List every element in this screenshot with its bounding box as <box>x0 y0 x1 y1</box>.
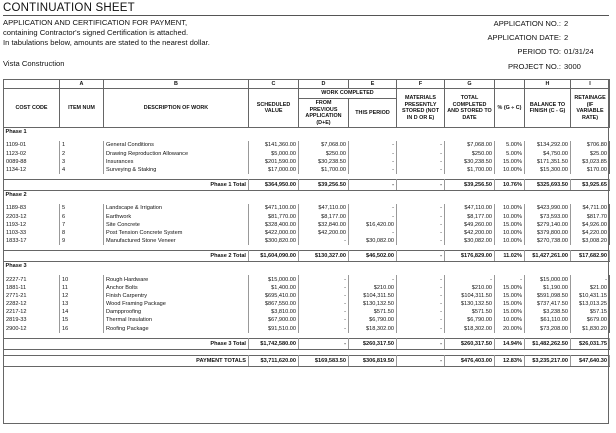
mat-value: - <box>397 221 445 229</box>
total-grand-total: $476,403.00 <box>445 355 495 366</box>
total-value: $30,082.00 <box>445 237 495 245</box>
this-value: $18,302.00 <box>349 325 397 333</box>
ret-value: $21.00 <box>571 284 610 292</box>
ret-value: $10,431.15 <box>571 292 610 300</box>
this-value: $210.00 <box>349 284 397 292</box>
prev-total: $130,327.00 <box>299 251 349 262</box>
description: Rough Hardware <box>104 275 249 283</box>
item-num: 16 <box>60 325 104 333</box>
prev-value: $47,110.00 <box>299 204 349 212</box>
col-letter: F <box>397 80 445 89</box>
this-value: $571.50 <box>349 308 397 316</box>
total-value: $571.50 <box>445 308 495 316</box>
project-label: PROJECT NO.: <box>507 61 561 71</box>
bal-total: $325,693.50 <box>525 180 571 191</box>
pct-value: 10.00% <box>495 316 525 324</box>
description: Earthwork <box>104 213 249 221</box>
table-row <box>4 308 610 316</box>
col-letter: B <box>104 80 249 89</box>
total-value: $130,132.50 <box>445 300 495 308</box>
mat-grand-total: - <box>397 355 445 366</box>
ret-value: $13,013.25 <box>571 300 610 308</box>
this-value: $130,132.50 <box>349 300 397 308</box>
header-notes <box>3 18 210 48</box>
mat-value: - <box>397 308 445 316</box>
header-work-completed: WORK COMPLETED <box>299 89 397 99</box>
cost-code: 1134-12 <box>4 166 60 174</box>
item-num: 6 <box>60 213 104 221</box>
cost-code: 1103-33 <box>4 229 60 237</box>
prev-total: $39,256.50 <box>299 180 349 191</box>
prev-value: - <box>299 275 349 283</box>
pct-total: 11.02% <box>495 251 525 262</box>
sched-value: $201,590.00 <box>249 158 299 166</box>
pct-value: 20.00% <box>495 325 525 333</box>
header-pct: % (G ÷ C) <box>495 89 525 128</box>
prev-value: $32,840.00 <box>299 221 349 229</box>
sched-value: $3,810.00 <box>249 308 299 316</box>
pct-value: 10.00% <box>495 229 525 237</box>
phase-name: Phase 1 <box>4 128 610 137</box>
this-value: $30,082.00 <box>349 237 397 245</box>
pct-value: 10.00% <box>495 213 525 221</box>
col-letter: H <box>525 80 571 89</box>
column-header-row <box>4 89 610 99</box>
table-row <box>4 292 610 300</box>
header-item-num: ITEM NUM <box>60 89 104 128</box>
bal-value: $4,750.00 <box>525 150 571 158</box>
mat-value: - <box>397 166 445 174</box>
prev-value: $8,177.00 <box>299 213 349 221</box>
bal-value: $73,208.00 <box>525 325 571 333</box>
phase-total-label: Phase 3 Total <box>4 338 249 349</box>
bal-value: $134,292.00 <box>525 141 571 149</box>
this-value: - <box>349 213 397 221</box>
description: Manufactured Stone Veneer <box>104 237 249 245</box>
period-value: 01/31/24 <box>564 47 594 57</box>
pct-total: 14.94% <box>495 338 525 349</box>
vendor-name: Vista Construction <box>3 59 65 68</box>
cost-code: 2217-12 <box>4 308 60 316</box>
continuation-table <box>3 79 610 367</box>
phase-total-row <box>4 180 610 191</box>
bal-value: $171,351.50 <box>525 158 571 166</box>
header-this-period: THIS PERIOD <box>349 99 397 128</box>
phase-header-row <box>4 191 610 200</box>
prev-grand-total: $169,583.50 <box>299 355 349 366</box>
ret-value: $1,830.20 <box>571 325 610 333</box>
mat-value: - <box>397 325 445 333</box>
sched-value: $67,900.00 <box>249 316 299 324</box>
payment-totals-row <box>4 355 610 366</box>
cost-code: 1193-12 <box>4 221 60 229</box>
bal-value: $737,417.50 <box>525 300 571 308</box>
header-from-previous: FROM PREVIOUS APPLICATION (D+E) <box>299 99 349 128</box>
sched-grand-total: $3,711,620.00 <box>249 355 299 366</box>
total-value: $250.00 <box>445 150 495 158</box>
table-row <box>4 237 610 245</box>
cost-code: 2282-12 <box>4 300 60 308</box>
cost-code: 2819-33 <box>4 316 60 324</box>
header-cost-code: COST CODE <box>4 89 60 128</box>
ret-grand-total: $47,640.30 <box>571 355 610 366</box>
prev-value: $1,700.00 <box>299 166 349 174</box>
table-row <box>4 221 610 229</box>
bal-value: $15,300.00 <box>525 166 571 174</box>
total-value: $47,110.00 <box>445 204 495 212</box>
description: Insurances <box>104 158 249 166</box>
bal-total: $1,427,261.00 <box>525 251 571 262</box>
prev-value: $250.00 <box>299 150 349 158</box>
table-row <box>4 150 610 158</box>
column-letters-row <box>4 80 610 89</box>
table-row <box>4 166 610 174</box>
header-materials: MATERIALS PRESENTLY STORED (NOT IN D OR E) <box>397 89 445 128</box>
description: Roofing Package <box>104 325 249 333</box>
sched-value: $81,770.00 <box>249 213 299 221</box>
item-num: 7 <box>60 221 104 229</box>
cost-code: 1833-17 <box>4 237 60 245</box>
description: Wood Framing Package <box>104 300 249 308</box>
app-date-label: APPLICATION DATE: <box>487 33 561 43</box>
prev-value: - <box>299 237 349 245</box>
total-value: - <box>445 275 495 283</box>
ret-value: $25.00 <box>571 150 610 158</box>
ret-value: - <box>571 275 610 283</box>
sched-value: $15,000.00 <box>249 275 299 283</box>
this-total: $260,317.50 <box>349 338 397 349</box>
col-letter: E <box>349 80 397 89</box>
bal-total: $1,482,262.50 <box>525 338 571 349</box>
cost-code: 0089-88 <box>4 158 60 166</box>
col-letter: C <box>249 80 299 89</box>
item-num: 2 <box>60 150 104 158</box>
mat-total: - <box>397 251 445 262</box>
prev-value: - <box>299 284 349 292</box>
total-total: $39,256.50 <box>445 180 495 191</box>
mat-value: - <box>397 316 445 324</box>
col-letter: A <box>60 80 104 89</box>
pct-value: 15.00% <box>495 308 525 316</box>
sched-value: $867,550.00 <box>249 300 299 308</box>
item-num: 5 <box>60 204 104 212</box>
cost-code: 2203-12 <box>4 213 60 221</box>
mat-value: - <box>397 158 445 166</box>
pct-value: 15.00% <box>495 284 525 292</box>
sched-value: $471,100.00 <box>249 204 299 212</box>
table-row <box>4 316 610 324</box>
table-row <box>4 213 610 221</box>
item-num: 15 <box>60 316 104 324</box>
this-total: - <box>349 180 397 191</box>
phase-name: Phase 3 <box>4 262 610 271</box>
prev-value: - <box>299 308 349 316</box>
sched-total: $1,604,090.00 <box>249 251 299 262</box>
header-total: TOTAL COMPLETED AND STORED TO DATE <box>445 89 495 128</box>
col-letter: I <box>571 80 610 89</box>
mat-value: - <box>397 300 445 308</box>
bal-value: $61,110.00 <box>525 316 571 324</box>
total-value: $104,311.50 <box>445 292 495 300</box>
page-title: CONTINUATION SHEET <box>3 2 609 16</box>
description: Finish Carpentry <box>104 292 249 300</box>
description: Thermal Insulation <box>104 316 249 324</box>
this-value: - <box>349 158 397 166</box>
app-no-label: APPLICATION NO.: <box>493 19 561 28</box>
item-num: 13 <box>60 300 104 308</box>
mat-total: - <box>397 180 445 191</box>
cost-code: 1881-11 <box>4 284 60 292</box>
item-num: 3 <box>60 158 104 166</box>
phase-total-row <box>4 338 610 349</box>
mat-value: - <box>397 237 445 245</box>
ret-total: $26,031.75 <box>571 338 610 349</box>
this-value: - <box>349 166 397 174</box>
total-value: $1,700.00 <box>445 166 495 174</box>
sched-value: $328,400.00 <box>249 221 299 229</box>
this-value: $16,420.00 <box>349 221 397 229</box>
mat-value: - <box>397 292 445 300</box>
header-line-3: In tabulations below, amounts are stated to the nearest dollar. <box>3 38 210 47</box>
item-num: 4 <box>60 166 104 174</box>
total-value: $30,238.50 <box>445 158 495 166</box>
cost-code: 2900-12 <box>4 325 60 333</box>
this-value: - <box>349 204 397 212</box>
phase-total-label: Phase 1 Total <box>4 180 249 191</box>
ret-total: $17,682.90 <box>571 251 610 262</box>
ret-value: $4,711.00 <box>571 204 610 212</box>
ret-value: $57.15 <box>571 308 610 316</box>
cost-code: 2771-21 <box>4 292 60 300</box>
header-line-2: containing Contractor's signed Certification is attached. <box>3 28 189 37</box>
prev-value: $42,200.00 <box>299 229 349 237</box>
total-total: $260,317.50 <box>445 338 495 349</box>
total-value: $42,200.00 <box>445 229 495 237</box>
sched-total: $364,950.00 <box>249 180 299 191</box>
cost-code: 1189-83 <box>4 204 60 212</box>
sched-value: $1,400.00 <box>249 284 299 292</box>
pct-total: 10.76% <box>495 180 525 191</box>
header-description: DESCRIPTION OF WORK <box>104 89 249 128</box>
bal-value: $1,190.00 <box>525 284 571 292</box>
pct-value: 15.00% <box>495 300 525 308</box>
table-row <box>4 229 610 237</box>
period-label: PERIOD TO: <box>517 47 561 57</box>
this-value: - <box>349 150 397 158</box>
mat-value: - <box>397 141 445 149</box>
ret-total: $3,925.65 <box>571 180 610 191</box>
prev-value: - <box>299 316 349 324</box>
bal-value: $279,140.00 <box>525 221 571 229</box>
table-row <box>4 158 610 166</box>
col-letter: G <box>445 80 495 89</box>
payment-totals-label: PAYMENT TOTALS <box>4 355 249 366</box>
pct-value: 15.00% <box>495 158 525 166</box>
prev-value: $30,238.50 <box>299 158 349 166</box>
mat-total: - <box>397 338 445 349</box>
ret-value: $817.70 <box>571 213 610 221</box>
sched-value: $5,000.00 <box>249 150 299 158</box>
prev-value: - <box>299 292 349 300</box>
ret-value: $4,926.00 <box>571 221 610 229</box>
pct-value: 10.00% <box>495 237 525 245</box>
total-value: $7,068.00 <box>445 141 495 149</box>
header-retainage: RETAINAGE (IF VARIABLE RATE) <box>571 89 610 128</box>
col-letter <box>4 80 60 89</box>
description: Drawing Reproduction Allowance <box>104 150 249 158</box>
table-row <box>4 284 610 292</box>
item-num: 10 <box>60 275 104 283</box>
item-num: 14 <box>60 308 104 316</box>
pct-value: 15.00% <box>495 292 525 300</box>
item-num: 8 <box>60 229 104 237</box>
total-value: $6,790.00 <box>445 316 495 324</box>
table-row <box>4 300 610 308</box>
pct-value: 10.00% <box>495 204 525 212</box>
mat-value: - <box>397 284 445 292</box>
col-letter <box>495 80 525 89</box>
header-balance: BALANCE TO FINISH (C - G) <box>525 89 571 128</box>
bal-value: $270,738.00 <box>525 237 571 245</box>
prev-value: - <box>299 300 349 308</box>
this-value: - <box>349 141 397 149</box>
table-row <box>4 275 610 283</box>
table-row <box>4 325 610 333</box>
total-value: $8,177.00 <box>445 213 495 221</box>
item-num: 11 <box>60 284 104 292</box>
phase-header-row <box>4 128 610 137</box>
prev-value: $7,068.00 <box>299 141 349 149</box>
app-no-value: 2 <box>564 19 569 28</box>
table-row <box>4 204 610 212</box>
bal-value: $423,990.00 <box>525 204 571 212</box>
sched-value: $300,820.00 <box>249 237 299 245</box>
this-total: $46,502.00 <box>349 251 397 262</box>
description: Anchor Bolts <box>104 284 249 292</box>
pct-value: 15.00% <box>495 221 525 229</box>
description: Landscape & Irrigation <box>104 204 249 212</box>
mat-value: - <box>397 150 445 158</box>
mat-value: - <box>397 275 445 283</box>
header-line-1: APPLICATION AND CERTIFICATION FOR PAYMENT, <box>3 18 188 27</box>
phase-total-label: Phase 2 Total <box>4 251 249 262</box>
this-grand-total: $306,819.50 <box>349 355 397 366</box>
cost-code: 1123-02 <box>4 150 60 158</box>
sched-total: $1,742,580.00 <box>249 338 299 349</box>
pct-value: 10.00% <box>495 166 525 174</box>
bal-value: $73,593.00 <box>525 213 571 221</box>
cost-code: 1109-01 <box>4 141 60 149</box>
col-letter: D <box>299 80 349 89</box>
pct-value: - <box>495 275 525 283</box>
app-date-value: 2 <box>564 33 569 43</box>
total-value: $49,260.00 <box>445 221 495 229</box>
total-value: $18,302.00 <box>445 325 495 333</box>
mat-value: - <box>397 229 445 237</box>
table-body <box>4 128 610 367</box>
this-value: $6,790.00 <box>349 316 397 324</box>
table-row <box>4 141 610 149</box>
this-value: $104,311.50 <box>349 292 397 300</box>
pct-value: 5.00% <box>495 150 525 158</box>
sched-value: $422,000.00 <box>249 229 299 237</box>
prev-value: - <box>299 325 349 333</box>
total-value: $210.00 <box>445 284 495 292</box>
bal-value: $3,238.50 <box>525 308 571 316</box>
ret-value: $679.00 <box>571 316 610 324</box>
description: Post Tension Concrete System <box>104 229 249 237</box>
pct-grand-total: 12.83% <box>495 355 525 366</box>
bal-value: $15,000.00 <box>525 275 571 283</box>
header-scheduled: SCHEDULED VALUE <box>249 89 299 128</box>
sched-value: $695,410.00 <box>249 292 299 300</box>
total-total: $176,829.00 <box>445 251 495 262</box>
ret-value: $3,023.85 <box>571 158 610 166</box>
mat-value: - <box>397 204 445 212</box>
description: Dampproofing <box>104 308 249 316</box>
project-value: 3000 <box>564 61 581 71</box>
description: General Conditions <box>104 141 249 149</box>
application-info <box>487 17 602 74</box>
this-value: - <box>349 229 397 237</box>
phase-header-row <box>4 262 610 271</box>
ret-value: $3,008.20 <box>571 237 610 245</box>
item-num: 1 <box>60 141 104 149</box>
bal-value: $379,800.00 <box>525 229 571 237</box>
cost-code: 2227-71 <box>4 275 60 283</box>
description: Surveying & Staking <box>104 166 249 174</box>
this-value: - <box>349 275 397 283</box>
phase-total-row <box>4 251 610 262</box>
prev-total: - <box>299 338 349 349</box>
ret-value: $706.80 <box>571 141 610 149</box>
mat-value: - <box>397 213 445 221</box>
sched-value: $141,360.00 <box>249 141 299 149</box>
bal-value: $591,098.50 <box>525 292 571 300</box>
phase-name: Phase 2 <box>4 191 610 200</box>
bal-grand-total: $3,235,217.00 <box>525 355 571 366</box>
ret-value: $170.00 <box>571 166 610 174</box>
item-num: 9 <box>60 237 104 245</box>
sched-value: $17,000.00 <box>249 166 299 174</box>
description: Site Concrete <box>104 221 249 229</box>
item-num: 12 <box>60 292 104 300</box>
pct-value: 5.00% <box>495 141 525 149</box>
sched-value: $91,510.00 <box>249 325 299 333</box>
ret-value: $4,220.00 <box>571 229 610 237</box>
